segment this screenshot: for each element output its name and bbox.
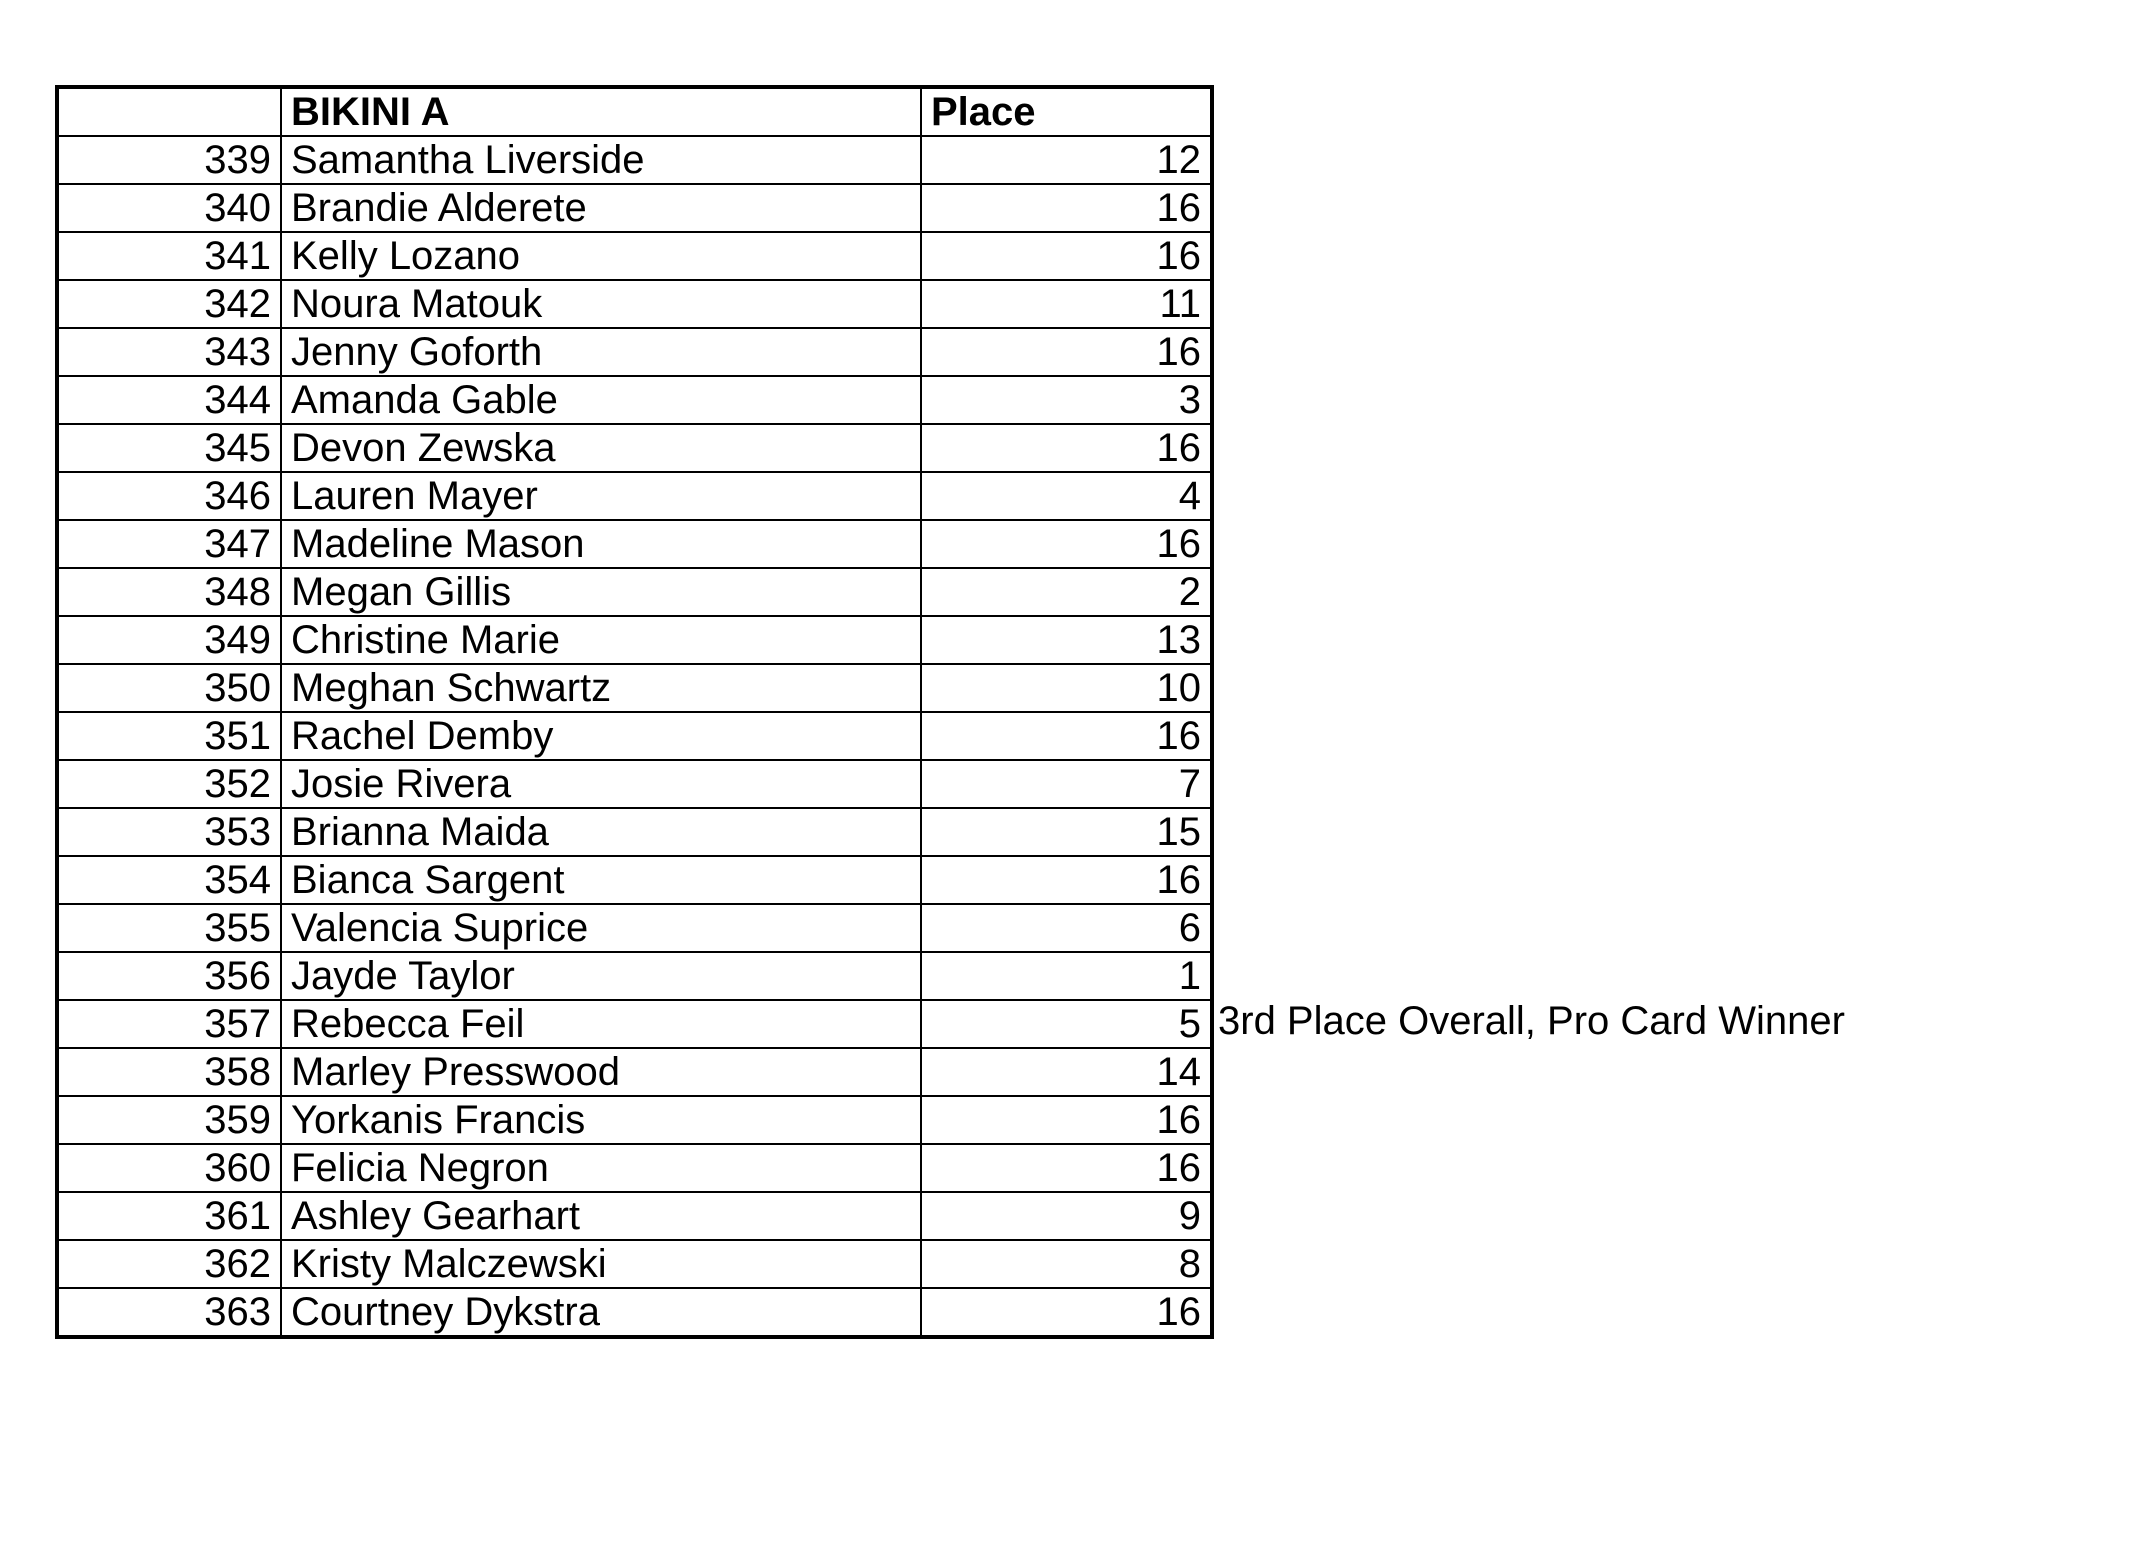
competitor-name: Brianna Maida [281,808,921,856]
competitor-name: Courtney Dykstra [281,1288,921,1337]
table-row [57,232,1212,280]
competitor-number: 357 [57,1000,281,1048]
competitor-place: 16 [921,328,1212,376]
overall-winner-note: 3rd Place Overall, Pro Card Winner [1218,999,1845,1043]
competitor-place: 15 [921,808,1212,856]
competitor-place: 14 [921,1048,1212,1096]
table-row [57,712,1212,760]
competitor-number: 359 [57,1096,281,1144]
competitor-place: 5 [921,1000,1212,1048]
competitor-number: 353 [57,808,281,856]
competitor-number: 349 [57,616,281,664]
table-row [57,280,1212,328]
competitor-name: Valencia Suprice [281,904,921,952]
place-header: Place [921,87,1212,136]
competitor-place: 11 [921,280,1212,328]
competitor-place: 1 [921,952,1212,1000]
competitor-number: 356 [57,952,281,1000]
competitor-name: Rachel Demby [281,712,921,760]
competitor-name: Lauren Mayer [281,472,921,520]
table-row [57,808,1212,856]
table-row [57,856,1212,904]
competitor-number: 339 [57,136,281,184]
competitor-name: Brandie Alderete [281,184,921,232]
competitor-number: 344 [57,376,281,424]
competitor-name: Jayde Taylor [281,952,921,1000]
competitor-name: Christine Marie [281,616,921,664]
table-row [57,568,1212,616]
competitor-number: 341 [57,232,281,280]
competitor-place: 4 [921,472,1212,520]
competitor-name: Megan Gillis [281,568,921,616]
competitor-name: Amanda Gable [281,376,921,424]
competitor-place: 16 [921,424,1212,472]
table-row [57,760,1212,808]
table-row [57,664,1212,712]
competitor-place: 3 [921,376,1212,424]
competitor-number: 340 [57,184,281,232]
competitor-name: Rebecca Feil [281,1000,921,1048]
table-row [57,136,1212,184]
table-row [57,616,1212,664]
table-row [57,904,1212,952]
table-row [57,1096,1212,1144]
competitor-number: 358 [57,1048,281,1096]
competitor-number: 362 [57,1240,281,1288]
competitor-number: 342 [57,280,281,328]
competitor-place: 12 [921,136,1212,184]
competitor-number: 347 [57,520,281,568]
header-row [57,87,1212,136]
competitor-place: 16 [921,1144,1212,1192]
table-row [57,1048,1212,1096]
competitor-name: Madeline Mason [281,520,921,568]
competitor-name: Yorkanis Francis [281,1096,921,1144]
competitor-name: Kelly Lozano [281,232,921,280]
competitor-place: 16 [921,520,1212,568]
header-number-cell [57,87,281,136]
competitor-place: 16 [921,856,1212,904]
competitor-place: 8 [921,1240,1212,1288]
competitor-place: 16 [921,1288,1212,1337]
competitor-place: 13 [921,616,1212,664]
results-table [55,85,1214,1339]
competitor-place: 6 [921,904,1212,952]
competitor-number: 352 [57,760,281,808]
competitor-name: Felicia Negron [281,1144,921,1192]
competitor-name: Samantha Liverside [281,136,921,184]
table-row [57,1288,1212,1337]
table-row [57,520,1212,568]
competitor-number: 355 [57,904,281,952]
table-row [57,472,1212,520]
competitor-number: 351 [57,712,281,760]
competitor-name: Jenny Goforth [281,328,921,376]
competitor-place: 16 [921,184,1212,232]
competitor-place: 10 [921,664,1212,712]
competitor-name: Josie Rivera [281,760,921,808]
competitor-number: 361 [57,1192,281,1240]
competitor-place: 16 [921,232,1212,280]
table-row [57,376,1212,424]
competitor-name: Ashley Gearhart [281,1192,921,1240]
competitor-number: 360 [57,1144,281,1192]
competitor-name: Bianca Sargent [281,856,921,904]
competitor-place: 16 [921,712,1212,760]
competitor-number: 350 [57,664,281,712]
competitor-name: Kristy Malczewski [281,1240,921,1288]
competitor-place: 16 [921,1096,1212,1144]
table-row [57,1192,1212,1240]
competitor-number: 354 [57,856,281,904]
table-row [57,1000,1212,1048]
table-row [57,184,1212,232]
competitor-number: 348 [57,568,281,616]
table-row [57,1240,1212,1288]
results-body [57,87,1212,1337]
competitor-number: 363 [57,1288,281,1337]
competitor-place: 9 [921,1192,1212,1240]
competitor-number: 346 [57,472,281,520]
table-row [57,424,1212,472]
competitor-name: Meghan Schwartz [281,664,921,712]
table-row [57,328,1212,376]
competitor-number: 343 [57,328,281,376]
competitor-name: Noura Matouk [281,280,921,328]
table-row [57,952,1212,1000]
competitor-name: Marley Presswood [281,1048,921,1096]
competitor-place: 7 [921,760,1212,808]
division-header: BIKINI A [281,87,921,136]
competitor-place: 2 [921,568,1212,616]
table-row [57,1144,1212,1192]
competitor-number: 345 [57,424,281,472]
competitor-name: Devon Zewska [281,424,921,472]
